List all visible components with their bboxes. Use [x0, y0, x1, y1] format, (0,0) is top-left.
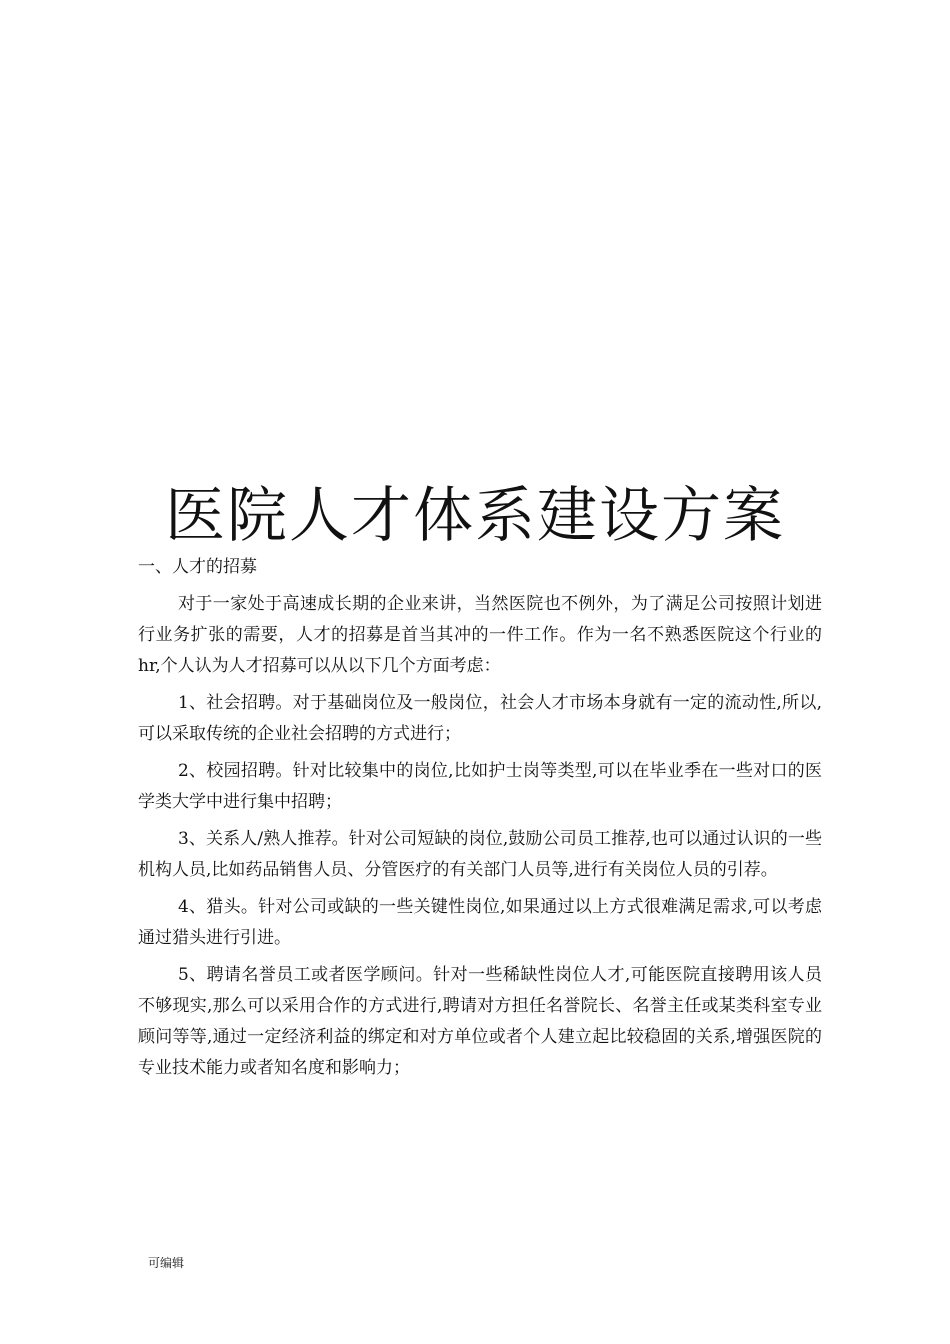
paragraph-honorary-consultant: 5、聘请名誉员工或者医学顾问。针对一些稀缺性岗位人才,可能医院直接聘用该人员不够现实,那么可以采用合作的方式进行,聘请对方担任名誉院长、名誉主任或某类科室专业顾问等等,通过一定经济利益的绑定和对方单位或者个人建立起比较稳固的关系,增强医院的专业技术能力或者知名度和影响力；	[138, 965, 822, 1078]
document-body	[138, 552, 822, 1084]
paragraph-social-recruitment: 1、社会招聘。对于基础岗位及一般岗位，社会人才市场本身就有一定的流动性,所以,可以采取传统的企业社会招聘的方式进行；	[138, 693, 822, 744]
paragraph-intro: 对于一家处于高速成长期的企业来讲，当然医院也不例外，为了满足公司按照计划进行业务扩张的需要，人才的招募是首当其冲的一件工作。作为一名不熟悉医院这个行业的hr,个人认为人才招募可以从以下几个方面考虑：	[138, 594, 822, 676]
paragraph-campus-recruitment: 2、校园招聘。针对比较集中的岗位,比如护士岗等类型,可以在毕业季在一些对口的医学类大学中进行集中招聘；	[138, 761, 822, 812]
paragraph-referral: 3、关系人/熟人推荐。针对公司短缺的岗位,鼓励公司员工推荐,也可以通过认识的一些机构人员,比如药品销售人员、分管医疗的有关部门人员等,进行有关岗位人员的引荐。	[138, 829, 822, 880]
section-heading: 一、人才的招募	[138, 557, 257, 577]
document-title: 医院人才体系建设方案	[165, 481, 785, 551]
paragraph-headhunter: 4、猎头。针对公司或缺的一些关键性岗位,如果通过以上方式很难满足需求,可以考虑通过猎头进行引进。	[138, 897, 822, 948]
footer-editable-note: 可编辑	[148, 1256, 185, 1270]
